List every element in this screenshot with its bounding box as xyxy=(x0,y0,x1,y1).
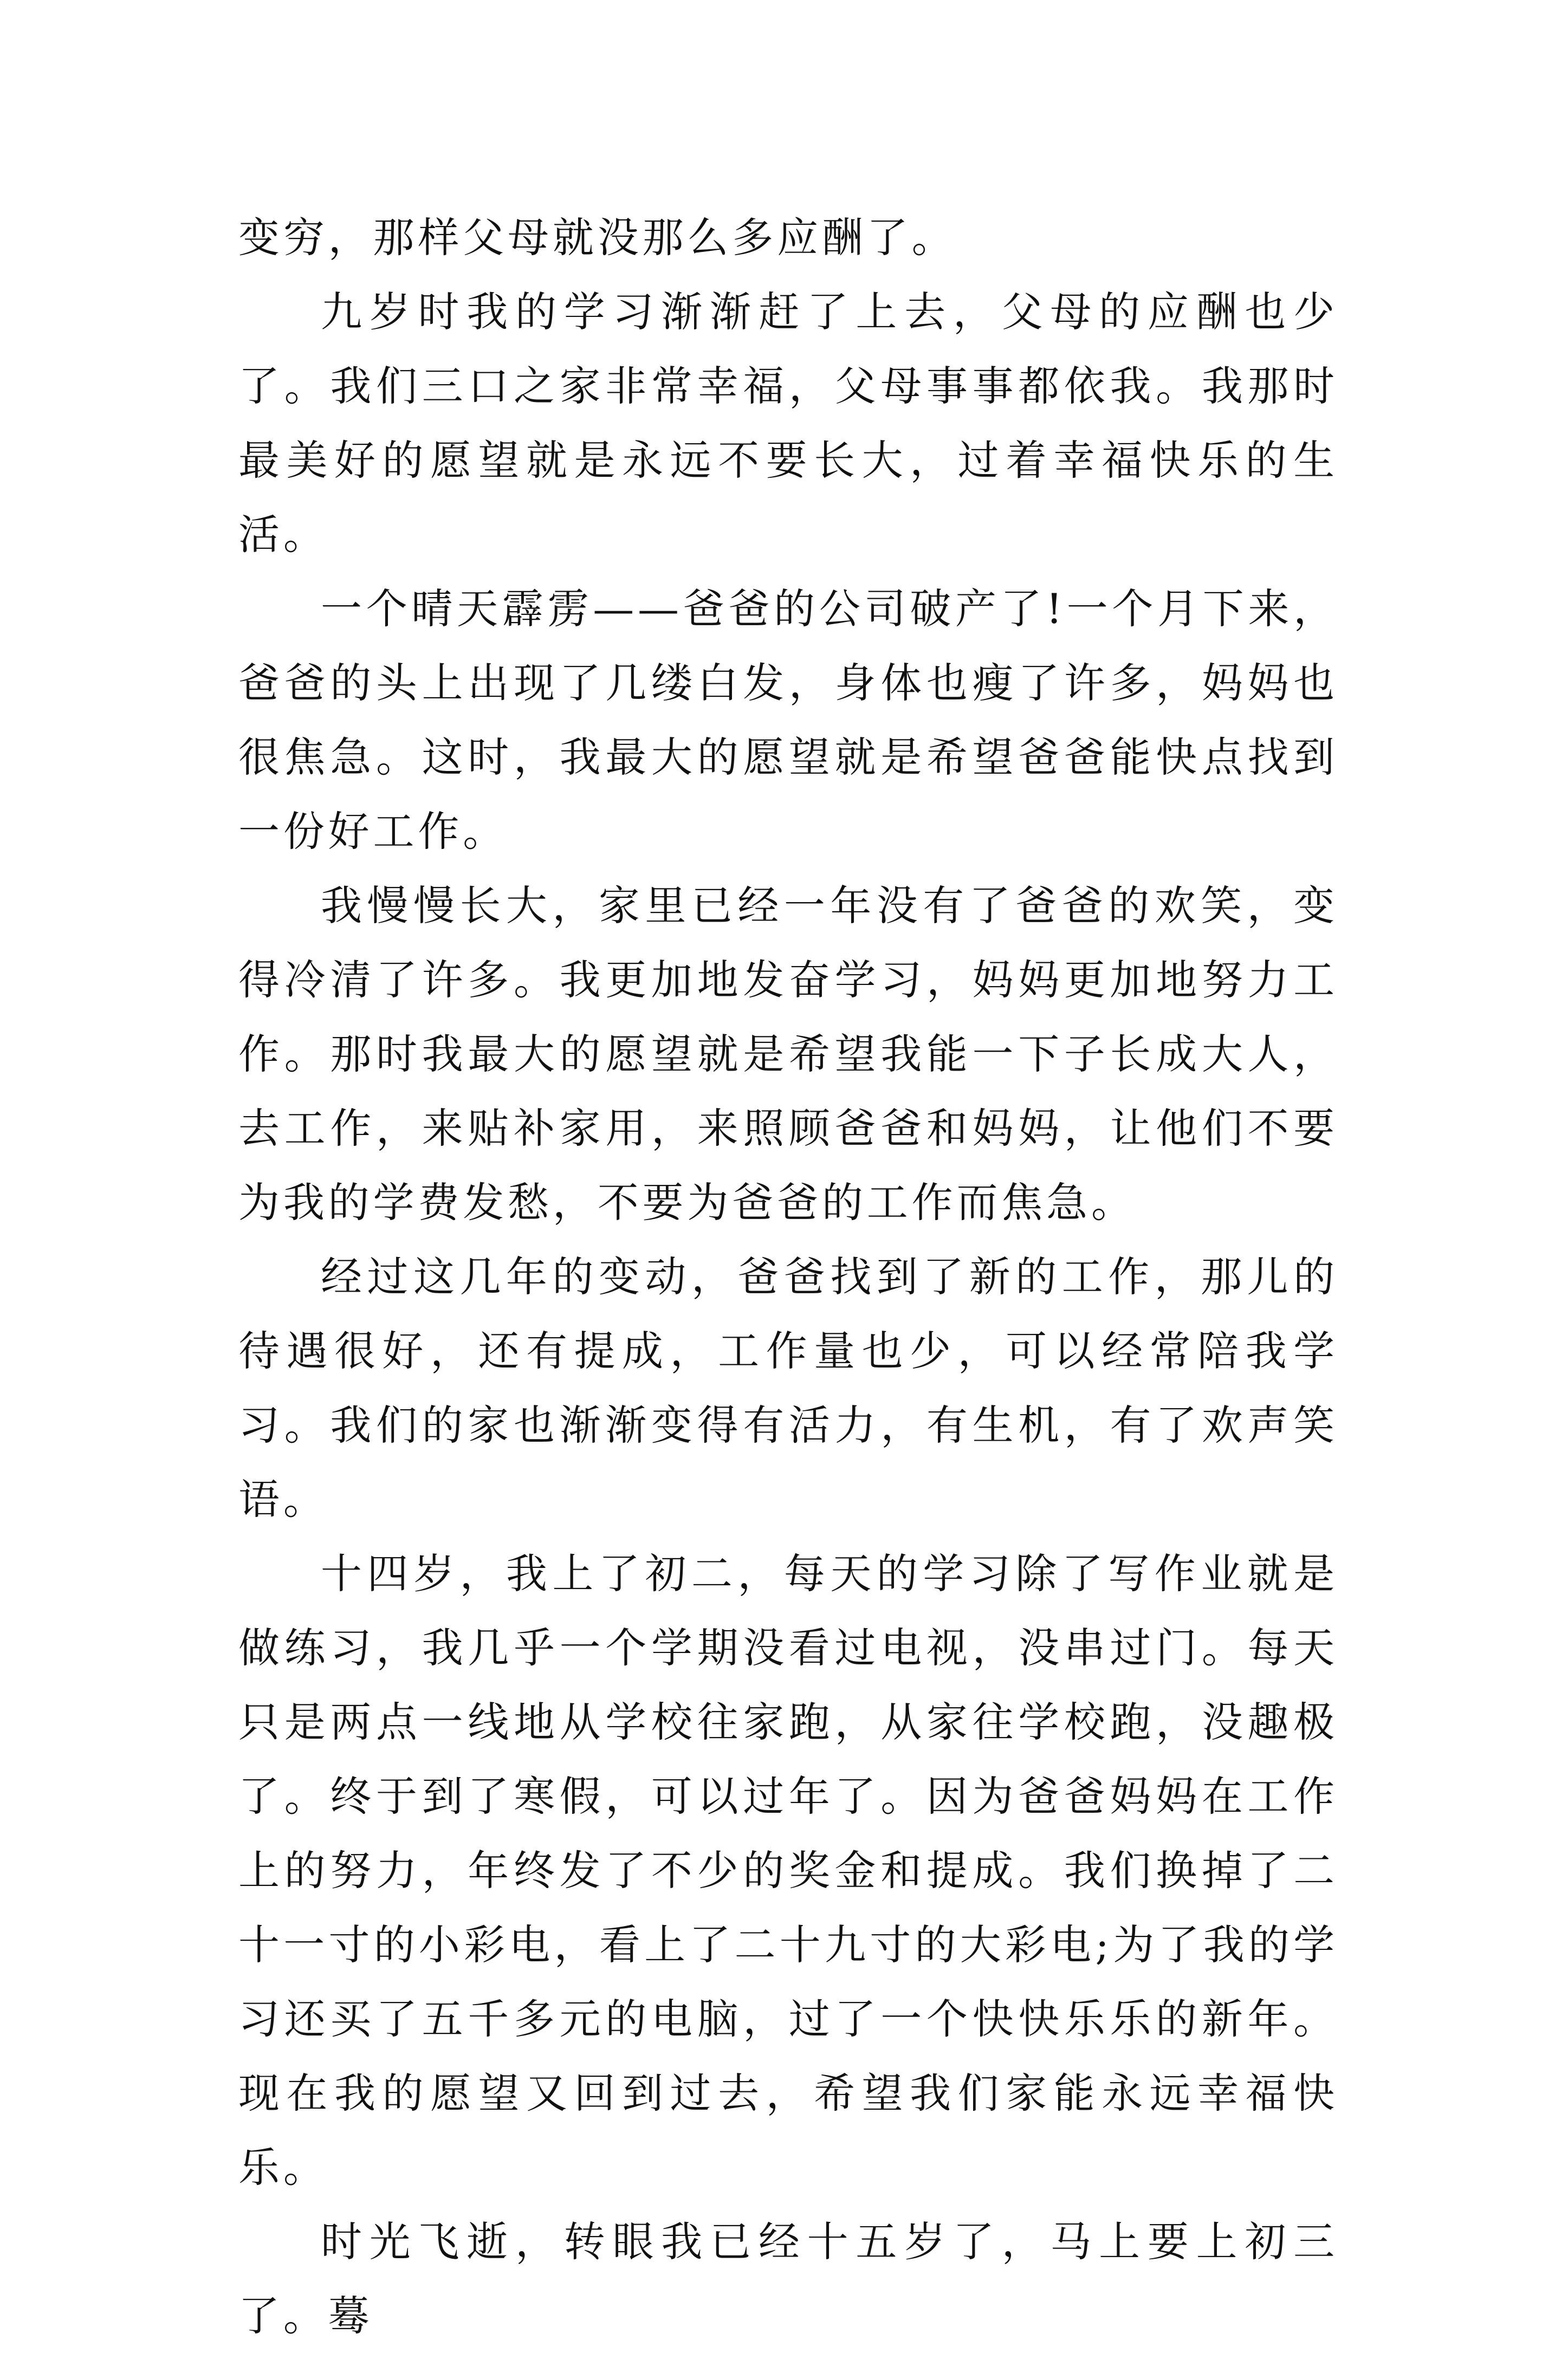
paragraph: 变穷，那样父母就没那么多应酬了。 xyxy=(238,213,957,262)
body-text xyxy=(238,200,1338,2353)
paragraph: 经过这几年的变动，爸爸找到了新的工作，那儿的待遇很好，还有提成，工作量也少，可以经常陪我学习。我们的家也渐渐变得有活力，有生机，有了欢声笑语。 xyxy=(238,1253,1338,1524)
paragraph: 一个晴天霹雳——爸爸的公司破产了!一个月下来，爸爸的头上出现了几缕白发，身体也瘦了许多，妈妈也很焦急。这时，我最大的愿望就是希望爸爸能快点找到一份好工作。 xyxy=(238,585,1338,855)
paragraph: 十四岁，我上了初二，每天的学习除了写作业就是做练习，我几乎一个学期没看过电视，没串过门。每天只是两点一线地从学校往家跑，从家往学校跑，没趣极了。终于到了寒假，可以过年了。因为爸爸妈妈在工作上的努力，年终发了不少的奖金和提成。我们换掉了二十一寸的小彩电，看上了二十九寸的大彩电;为了我的学习还买了五千多元的电脑，过了一个快快乐乐的新年。现在我的愿望又回到过去，希望我们家能永远幸福快乐。 xyxy=(238,1550,1338,2192)
paragraph: 时光飞逝，转眼我已经十五岁了，马上要上初三了。蓦 xyxy=(238,2218,1338,2340)
paragraph: 九岁时我的学习渐渐赶了上去，父母的应酬也少了。我们三口之家非常幸福，父母事事都依我。我那时最美好的愿望就是永远不要长大，过着幸福快乐的生活。 xyxy=(238,288,1338,559)
paragraph: 我慢慢长大，家里已经一年没有了爸爸的欢笑，变得冷清了许多。我更加地发奋学习，妈妈更加地努力工作。那时我最大的愿望就是希望我能一下子长成大人，去工作，来贴补家用，来照顾爸爸和妈妈，让他们不要为我的学费发愁，不要为爸爸的工作而焦急。 xyxy=(238,881,1338,1227)
